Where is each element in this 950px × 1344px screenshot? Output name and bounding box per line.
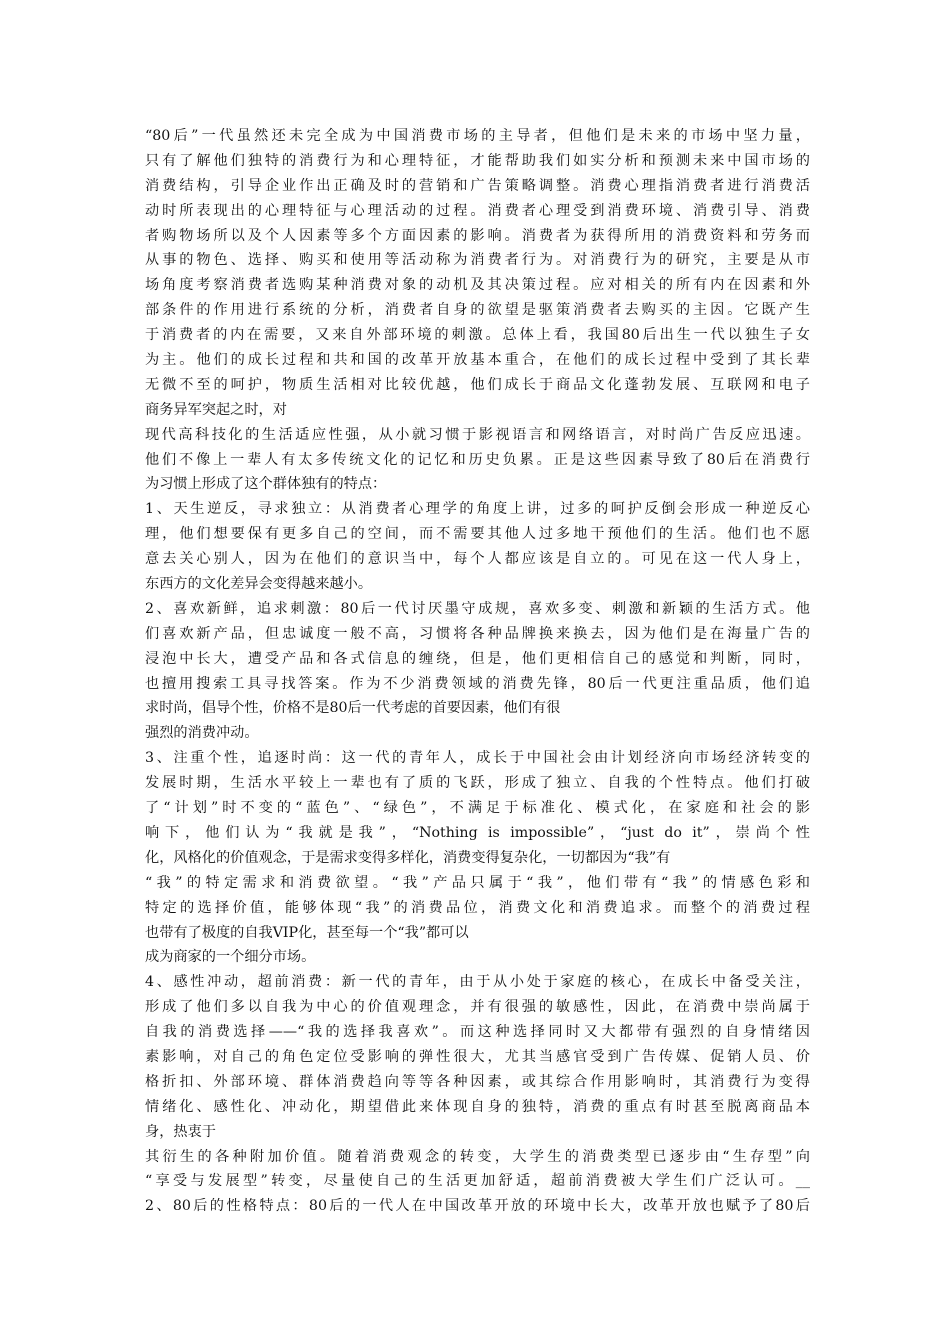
text-line: “我”的特定需求和消费欲望。“我”产品只属于“我”，他们带有“我”的情感色彩和 [145,874,810,891]
text-line: 商务异军突起之时，对 [145,401,287,418]
text-line: 也擅用搜索工具寻找答案。作为不少消费领域的消费先锋，80后一代更注重品质，他们追 [145,675,810,692]
text-line: 身，热衷于 [145,1123,216,1140]
text-line: 特定的选择价值，能够体现“我”的消费品位，消费文化和消费追求。而整个的消费过程 [145,899,810,916]
text-line: 成为商家的一个细分市场。 [145,949,316,966]
text-line: “80后”一代虽然还未完全成为中国消费市场的主导者，但他们是未来的市场中坚力量， [145,128,810,144]
text-line: 于消费者的内在需要，又来自外部环境的刺激。总体上看，我国80后出生一代以独生子女 [145,327,810,344]
text-line: 4、感性冲动，超前消费：新一代的青年，由于从小处于家庭的核心，在成长中备受关注， [145,974,810,991]
text-line: 者购物场所以及个人因素等多个方面因素的影响。消费者为获得所用的消费资料和劳务而 [145,227,810,244]
text-line: 从事的物色、选择、购买和使用等活动称为消费者行为。对消费行为的研究，主要是从市 [145,252,810,269]
text-line: 2、喜欢新鲜，追求刺激：80后一代讨厌墨守成规，喜欢多变、刺激和新颖的生活方式。他 [145,600,810,617]
document-page [145,124,810,1219]
text-line: 其衍生的各种附加价值。随着消费观念的转变，大学生的消费类型已逐步由“生存型”向 [145,1148,810,1165]
text-line: 意去关心别人，因为在他们的意识当中，每个人都应该是自立的。可见在这一代人身上， [145,551,810,568]
text-line: 为习惯上形成了这个群体独有的特点： [145,476,387,493]
text-line: 现代高科技化的生活适应性强，从小就习惯于影视语言和网络语言，对时尚广告反应迅速。 [145,426,810,443]
text-line: 无微不至的呵护，物质生活相对比较优越，他们成长于商品文化蓬勃发展、互联网和电子 [145,376,810,393]
text-line: 强烈的消费冲动。 [145,725,259,742]
text-line: 格折扣、外部环境、群体消费趋向等等各种因素，或其综合作用影响时，其消费行为变得 [145,1073,810,1090]
text-line: “享受与发展型”转变，尽量使自己的生活更加舒适，超前消费被大学生们广泛认可。__ [145,1173,810,1190]
text-line: 场角度考察消费者选购某种消费对象的动机及其决策过程。应对相关的所有内在因素和外 [145,277,810,294]
text-line: 素影响，对自己的角色定位受影响的弹性很大，尤其当感官受到广告传媒、促销人员、价 [145,1048,810,1065]
text-line: 也带有了极度的自我VIP化，甚至每一个“我”都可以 [145,924,469,941]
text-line: 只有了解他们独特的消费行为和心理特征，才能帮助我们如实分析和预测未来中国市场的 [145,152,810,169]
text-line: 3、注重个性，追逐时尚：这一代的青年人，成长于中国社会由计划经济向市场经济转变的 [145,750,810,767]
text-line: 他们不像上一辈人有太多传统文化的记忆和历史负累。正是这些因素导致了80后在消费行 [145,451,810,468]
text-line: 响下，他们认为“我就是我”，“Nothing is impossible”，“just do it”，崇尚个性 [145,824,810,841]
text-line: 形成了他们多以自我为中心的价值观理念，并有很强的敏感性，因此，在消费中崇尚属于 [145,999,810,1016]
text-line: 东西方的文化差异会变得越来越小。 [145,576,373,593]
text-line: 理，他们想要保有更多自己的空间，而不需要其他人过多地干预他们的生活。他们也不愿 [145,526,810,543]
text-line: 求时尚，倡导个性，价格不是80后一代考虑的首要因素，他们有很 [145,700,561,717]
text-line: 情绪化、感性化、冲动化，期望借此来体现自身的独特，消费的重点有时甚至脱离商品本 [145,1098,810,1115]
text-line: 为主。他们的成长过程和共和国的改革开放基本重合，在他们的成长过程中受到了其长辈 [145,352,810,369]
text-line: 自我的消费选择——“我的选择我喜欢”。而这种选择同时又大都带有强烈的自身情绪因 [145,1024,810,1041]
text-line: 们喜欢新产品，但忠诚度一般不高，习惯将各种品牌换来换去，因为他们是在海量广告的 [145,625,810,642]
text-line: 浸泡中长大，遭受产品和各式信息的缠绕，但是，他们更相信自己的感觉和判断，同时， [145,650,810,667]
text-line: 2、80后的性格特点：80后的一代人在中国改革开放的环境中长大，改革开放也赋予了80后 [145,1198,810,1215]
text-line: 动时所表现出的心理特征与心理活动的过程。消费者心理受到消费环境、消费引导、消费 [145,202,810,219]
text-line: 1、天生逆反，寻求独立：从消费者心理学的角度上讲，过多的呵护反倒会形成一种逆反心 [145,501,810,518]
text-line: 了“计划”时不变的“蓝色”、“绿色”，不满足于标准化、模式化，在家庭和社会的影 [145,800,810,817]
text-line: 消费结构，引导企业作出正确及时的营销和广告策略调整。消费心理指消费者进行消费活 [145,177,810,194]
text-line: 部条件的作用进行系统的分析，消费者自身的欲望是驱策消费者去购买的主因。它既产生 [145,302,810,319]
text-line: 化，风格化的价值观念，于是需求变得多样化，消费变得复杂化，一切都因为“我”有 [145,849,671,866]
text-line: 发展时期，生活水平较上一辈也有了质的飞跃，形成了独立、自我的个性特点。他们打破 [145,775,810,792]
